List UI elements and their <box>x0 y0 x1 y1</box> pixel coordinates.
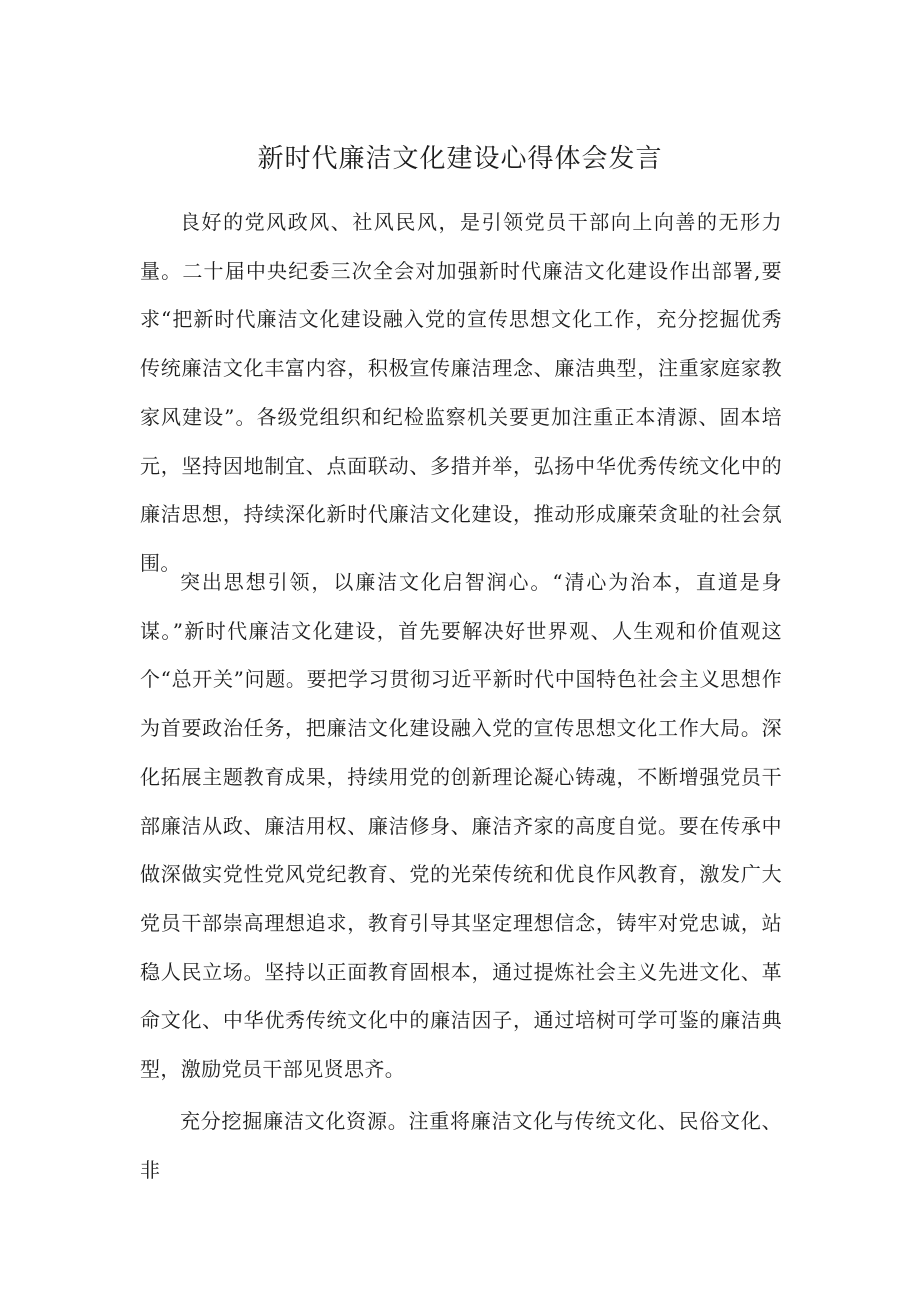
paragraph-1: 良好的党风政风、社风民风，是引领党员干部向上向善的无形力量。二十届中央纪委三次全会对加强新时代廉洁文化建设作出部署,要求“把新时代廉洁文化建设融入党的宣传思想文化工作，充分挖掘优秀传统廉洁文化丰富内容，积极宣传廉洁理念、廉洁典型，注重家庭家教家风建设”。各级党组织和纪检监察机关要更加注重正本清源、固本培元，坚持因地制宜、点面联动、多措并举，弘扬中华优秀传统文化中的廉洁思想，持续深化新时代廉洁文化建设，推动形成廉荣贪耻的社会氛围。 <box>140 210 782 575</box>
paragraph-3: 充分挖掘廉洁文化资源。注重将廉洁文化与传统文化、民俗文化、非 <box>140 1109 782 1182</box>
paragraph-2: 突出思想引领，以廉洁文化启智润心。“清心为治本，直道是身谋。”新时代廉洁文化建设，首先要解决好世界观、人生观和价值观这个“总开关”问题。要把学习贯彻习近平新时代中国特色社会主义思想作为首要政治任务，把廉洁文化建设融入党的宣传思想文化工作大局。深化拓展主题教育成果，持续用党的创新理论凝心铸魂，不断增强党员干部廉洁从政、廉洁用权、廉洁修身、廉洁齐家的高度自觉。要在传承中做深做实党性党风党纪教育、党的光荣传统和优良作风教育，激发广大党员干部崇高理想追求，教育引导其坚定理想信念，铸牢对党忠诚，站稳人民立场。坚持以正面教育固根本，通过提炼社会主义先进文化、革命文化、中华优秀传统文化中的廉洁因子，通过培树可学可鉴的廉洁典型，激励党员干部见贤思齐。 <box>140 570 782 1082</box>
document-title: 新时代廉洁文化建设心得体会发言 <box>257 144 663 174</box>
